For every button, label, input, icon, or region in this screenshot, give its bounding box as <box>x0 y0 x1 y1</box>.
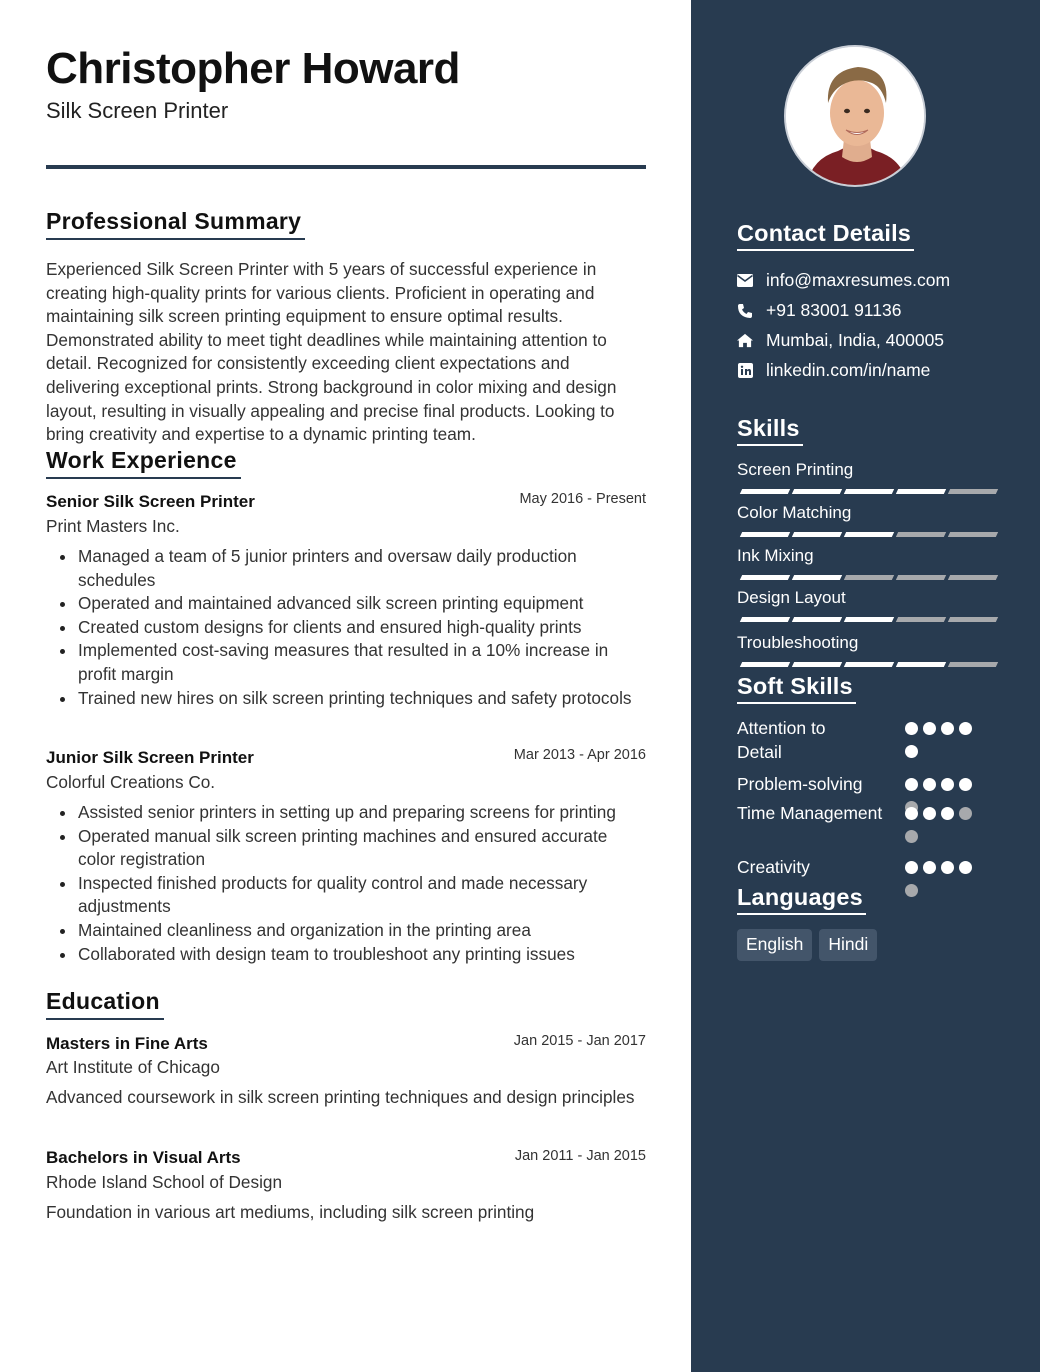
rating-dot-filled <box>959 722 972 735</box>
job-bullets <box>46 801 646 966</box>
skill-label: Ink Mixing <box>737 546 814 565</box>
skill-segment-filled <box>896 489 946 494</box>
contact-text: info@maxresumes.com <box>766 270 951 290</box>
skill-label: Color Matching <box>737 503 852 522</box>
list-item: Managed a team of 5 junior printers and oversaw daily production schedules <box>46 545 646 592</box>
school-name: Art Institute of Chicago <box>46 1057 220 1077</box>
skill-segment-filled <box>792 662 842 667</box>
linkedin-icon <box>737 363 753 379</box>
skill-level-bar <box>737 617 995 623</box>
degree-date: Jan 2015 - Jan 2017 <box>513 1033 646 1049</box>
skill-segment-empty <box>948 662 998 667</box>
soft-skill-label: Attention to Detail <box>737 718 826 762</box>
languages-list <box>737 929 877 961</box>
list-item: Trained new hires on silk screen printing techniques and safety protocols <box>46 687 646 711</box>
contact-text: linkedin.com/in/name <box>766 360 931 380</box>
skill-level-bar <box>737 489 995 495</box>
job-bullets <box>46 545 646 710</box>
rating-dot-filled <box>941 778 954 791</box>
rating-dot-filled <box>941 807 954 820</box>
education-heading: Education <box>46 988 164 1020</box>
envelope-icon <box>737 273 753 289</box>
list-item: Collaborated with design team to troubleshoot any printing issues <box>46 943 646 967</box>
rating-dot-filled <box>941 722 954 735</box>
list-item: Inspected finished products for quality control and made necessary adjustments <box>46 872 646 919</box>
soft-skill-label: Problem-solving <box>737 774 863 794</box>
rating-dot-filled <box>905 778 918 791</box>
skill-level-bar <box>737 662 995 668</box>
rating-dot-filled <box>941 861 954 874</box>
experience-heading: Work Experience <box>46 447 241 479</box>
school-name: Rhode Island School of Design <box>46 1172 283 1192</box>
rating-dot-filled <box>923 722 936 735</box>
job-date: Mar 2013 - Apr 2016 <box>513 747 646 763</box>
skill-segment-empty <box>948 532 998 537</box>
skill-segment-filled <box>896 662 946 667</box>
job-title: Junior Silk Screen Printer <box>46 748 254 767</box>
contact-linkedin <box>737 360 930 381</box>
list-item: Assisted senior printers in setting up and preparing screens for printing <box>46 801 646 825</box>
contact-heading: Contact Details <box>737 220 914 251</box>
sidebar <box>691 0 1040 1372</box>
skill-level-bar <box>737 532 995 538</box>
job-title: Senior Silk Screen Printer <box>46 492 255 511</box>
rating-dot-empty <box>905 884 918 897</box>
avatar <box>784 45 926 187</box>
avatar-photo <box>786 47 926 187</box>
summary-text: Experienced Silk Screen Printer with 5 years of successful experience in creating high-quality prints for various clients. Proficient in operating and maintaining silk screen printing equipment to ensure optimal results. Demonstrated ability to meet tight deadlines while maintaining attention to detail. Recognized for consistently exceeding client expectations and delivering exceptional prints. Strong background in color mixing and design layout, resulting in visually appealing and precise final products. Looking to bring creativity and expertise to a dynamic printing team. <box>46 259 617 445</box>
degree-description: Advanced coursework in silk screen printing techniques and design principles <box>46 1087 635 1107</box>
soft-skill-label: Time Management <box>737 803 883 823</box>
degree-title: Masters in Fine Arts <box>46 1034 208 1053</box>
skill-level-bar <box>737 575 995 581</box>
rating-dot-filled <box>905 861 918 874</box>
skill-segment-empty <box>948 575 998 580</box>
skill-segment-filled <box>792 532 842 537</box>
rating-dot-filled <box>959 861 972 874</box>
skill-segment-empty <box>896 575 946 580</box>
phone-icon <box>737 303 753 319</box>
candidate-role: Silk Screen Printer <box>46 98 229 123</box>
job-company: Colorful Creations Co. <box>46 772 216 792</box>
rating-dot-empty <box>959 807 972 820</box>
rating-dot-filled <box>923 807 936 820</box>
skill-label: Screen Printing <box>737 460 854 479</box>
skill-segment-filled <box>740 662 790 667</box>
contact-address <box>737 330 944 351</box>
contact-phone <box>737 300 901 321</box>
skill-segment-filled <box>844 662 894 667</box>
degree-title: Bachelors in Visual Arts <box>46 1148 241 1167</box>
list-item: Operated manual silk screen printing machines and ensured accurate color registration <box>46 825 646 872</box>
skill-segment-empty <box>948 617 998 622</box>
home-icon <box>737 333 753 349</box>
soft-skill-label: Creativity <box>737 857 810 877</box>
rating-dot-filled <box>905 807 918 820</box>
skill-segment-filled <box>740 617 790 622</box>
skill-segment-filled <box>740 532 790 537</box>
skill-segment-empty <box>948 489 998 494</box>
rating-dot-filled <box>959 778 972 791</box>
list-item: Implemented cost-saving measures that resulted in a 10% increase in profit margin <box>46 639 646 686</box>
skill-segment-filled <box>844 617 894 622</box>
language-badge: English <box>737 929 812 961</box>
skill-segment-filled <box>844 489 894 494</box>
rating-dot-filled <box>905 745 918 758</box>
degree-description: Foundation in various art mediums, including silk screen printing <box>46 1202 535 1222</box>
skill-segment-filled <box>740 489 790 494</box>
job-company: Print Masters Inc. <box>46 516 180 536</box>
rating-dot-filled <box>923 861 936 874</box>
skill-segment-filled <box>844 532 894 537</box>
list-item: Operated and maintained advanced silk screen printing equipment <box>46 592 646 616</box>
skill-segment-filled <box>792 617 842 622</box>
rating-dot-filled <box>905 722 918 735</box>
skill-segment-filled <box>792 575 842 580</box>
list-item: Maintained cleanliness and organization in the printing area <box>46 919 646 943</box>
list-item: Created custom designs for clients and ensured high-quality prints <box>46 616 646 640</box>
skill-segment-empty <box>896 617 946 622</box>
contact-email <box>737 270 950 291</box>
skill-segment-filled <box>740 575 790 580</box>
skills-heading: Skills <box>737 415 803 446</box>
job-date: May 2016 - Present <box>519 491 646 507</box>
skill-segment-empty <box>896 532 946 537</box>
rating-dot-filled <box>923 778 936 791</box>
header-divider <box>46 165 646 169</box>
language-badge: Hindi <box>819 929 877 961</box>
skill-segment-empty <box>844 575 894 580</box>
degree-date: Jan 2011 - Jan 2015 <box>514 1148 646 1164</box>
skill-segment-filled <box>792 489 842 494</box>
languages-heading: Languages <box>737 884 866 915</box>
soft-skills-heading: Soft Skills <box>737 673 856 704</box>
contact-text: Mumbai, India, 400005 <box>766 330 945 350</box>
rating-dot-empty <box>905 830 918 843</box>
candidate-name: Christopher Howard <box>46 44 460 93</box>
skill-label: Troubleshooting <box>737 633 859 652</box>
skill-label: Design Layout <box>737 588 846 607</box>
summary-heading: Professional Summary <box>46 208 305 240</box>
contact-text: +91 83001 91136 <box>766 300 902 320</box>
